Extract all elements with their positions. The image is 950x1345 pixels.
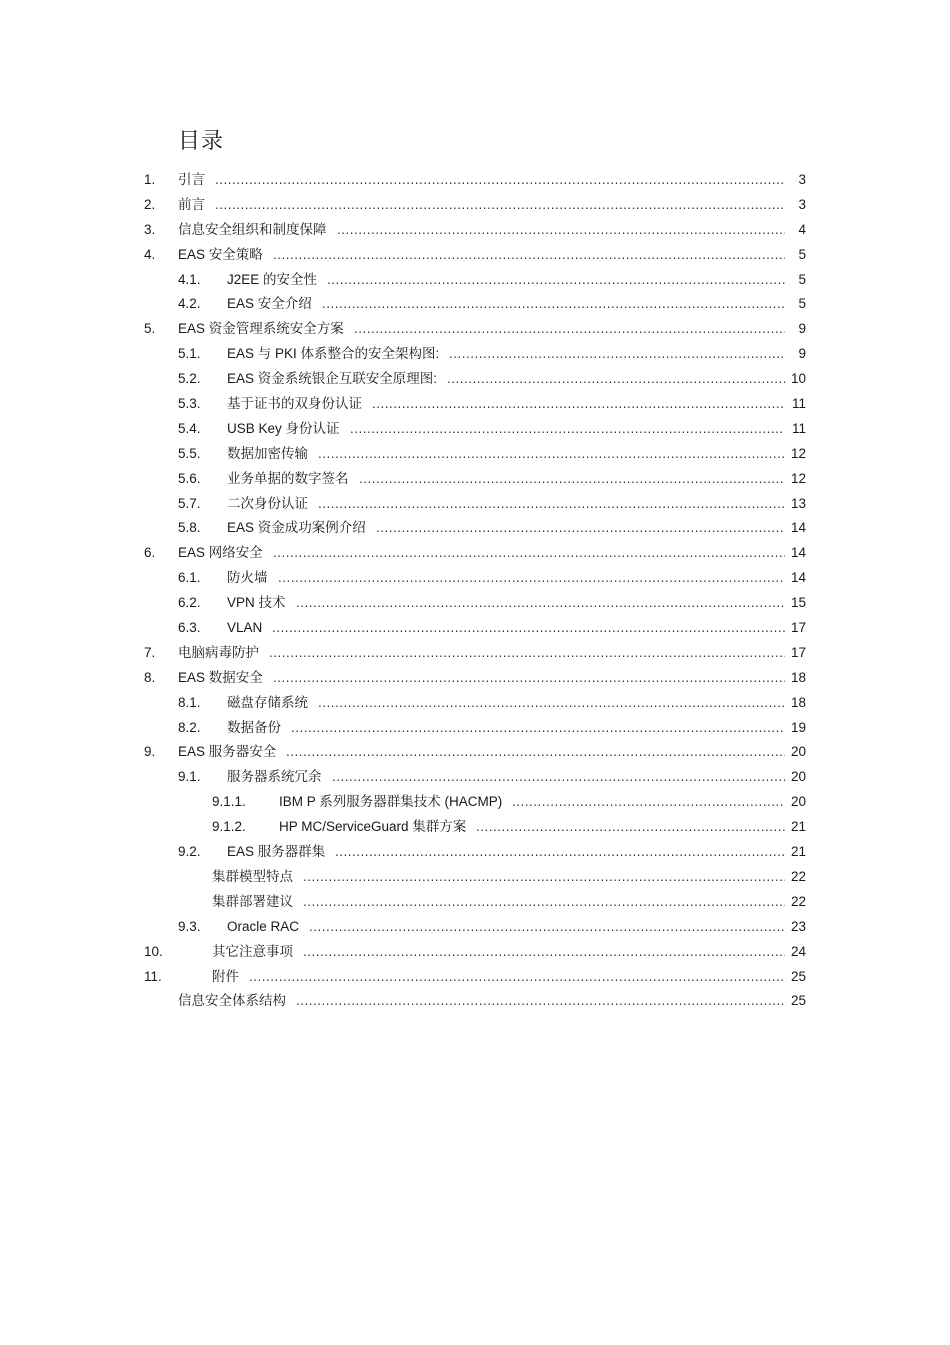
- toc-entry-leader-dots: [215, 193, 785, 218]
- toc-entry-leader-dots: [332, 765, 785, 790]
- toc-entry-leader-dots: [286, 740, 785, 765]
- toc-entry[interactable]: [0, 641, 950, 666]
- toc-entry[interactable]: [0, 616, 950, 641]
- toc-entry-title: 磁盘存储系统: [227, 694, 308, 710]
- toc-entry-leader-dots: [273, 666, 785, 691]
- toc-entry-leader-dots: [322, 292, 785, 317]
- toc-entry-title: 引言: [178, 172, 205, 187]
- toc-entry-title: 服务器系统冗余: [227, 769, 322, 785]
- toc-entry-leader-dots: [372, 392, 785, 417]
- toc-entry[interactable]: [0, 989, 950, 1014]
- toc-entry-page-number: 18: [790, 694, 806, 710]
- toc-entry-title: 前言: [178, 196, 205, 212]
- toc-entry-leader-dots: [318, 442, 785, 467]
- toc-entry-title: 信息安全体系结构: [178, 993, 286, 1009]
- toc-entry[interactable]: [0, 492, 950, 517]
- toc-entry-title: 防火墙: [227, 570, 268, 586]
- toc-entry[interactable]: [0, 840, 950, 865]
- toc-entry[interactable]: [0, 392, 950, 417]
- toc-entry-number: 9.: [144, 744, 156, 760]
- toc-entry-number: 9.2.: [178, 844, 201, 860]
- toc-entry-page-number: 5: [798, 296, 806, 312]
- toc-entry-title: EAS 资金成功案例介绍: [227, 520, 366, 536]
- toc-entry-number: 5.8.: [178, 520, 201, 536]
- toc-entry-title: USB Key 身份认证: [227, 420, 340, 436]
- toc-entry-leader-dots: [337, 218, 785, 243]
- toc-entry-page-number: 4: [798, 221, 806, 237]
- toc-entry-number: 2.: [144, 196, 156, 212]
- toc-entry[interactable]: [0, 890, 950, 915]
- toc-entry-page-number: 13: [790, 495, 806, 511]
- toc-entry-page-number: 14: [790, 520, 806, 536]
- toc-entry-page-number: 3: [798, 172, 806, 187]
- toc-entry[interactable]: [0, 566, 950, 591]
- toc-entry-number: 7.: [144, 644, 156, 660]
- toc-entry-number: 6.3.: [178, 620, 201, 636]
- toc-entry-number: 3.: [144, 221, 156, 237]
- toc-entry-page-number: 9: [798, 346, 806, 362]
- toc-entry-number: 1.: [144, 172, 156, 187]
- toc-entry-leader-dots: [272, 616, 785, 641]
- toc-entry-page-number: 21: [790, 819, 806, 835]
- toc-entry-title: EAS 服务器群集: [227, 844, 326, 860]
- toc-entry-page-number: 19: [790, 719, 806, 735]
- toc-entry-page-number: 3: [798, 196, 806, 212]
- toc-entry-title: 集群部署建议: [212, 893, 293, 909]
- toc-entry-number: 9.1.: [178, 769, 201, 785]
- toc-entry-page-number: 22: [790, 893, 806, 909]
- toc-entry[interactable]: [0, 666, 950, 691]
- toc-entry-leader-dots: [318, 492, 785, 517]
- toc-entry[interactable]: [0, 765, 950, 790]
- toc-entry-title: VPN 技术: [227, 595, 286, 611]
- toc-entry-leader-dots: [512, 790, 785, 815]
- toc-entry-number: 5.: [144, 321, 156, 337]
- toc-entry[interactable]: [0, 691, 950, 716]
- toc-entry-leader-dots: [350, 417, 785, 442]
- toc-entry-title: EAS 网络安全: [178, 545, 263, 561]
- toc-entry[interactable]: [0, 716, 950, 741]
- toc-entry[interactable]: [0, 965, 950, 990]
- toc-entry-leader-dots: [291, 716, 785, 741]
- toc-entry-title: 业务单据的数字签名: [227, 470, 349, 486]
- toc-entry-number: 6.: [144, 545, 156, 561]
- toc-entry-page-number: 20: [790, 744, 806, 760]
- toc-entry-leader-dots: [296, 591, 785, 616]
- toc-entry[interactable]: [0, 218, 950, 243]
- toc-entry-leader-dots: [359, 467, 785, 492]
- toc-entry-title: EAS 服务器安全: [178, 744, 277, 760]
- toc-entry-page-number: 5: [798, 271, 806, 287]
- toc-entry[interactable]: [0, 940, 950, 965]
- toc-entry[interactable]: [0, 541, 950, 566]
- toc-entry[interactable]: [0, 193, 950, 218]
- toc-entry-page-number: 10: [790, 371, 806, 387]
- toc-entry-leader-dots: [303, 890, 785, 915]
- toc-entry-number: 4.1.: [178, 271, 201, 287]
- toc-entry-page-number: 20: [790, 769, 806, 785]
- toc-entry[interactable]: [0, 367, 950, 392]
- toc-entry[interactable]: [0, 591, 950, 616]
- toc-entry-number: 5.4.: [178, 420, 201, 436]
- toc-entry-title: EAS 资金管理系统安全方案: [178, 321, 344, 337]
- toc-entry-leader-dots: [273, 243, 785, 268]
- toc-entry-number: 5.2.: [178, 371, 201, 387]
- toc-entry[interactable]: [0, 815, 950, 840]
- toc-entry-page-number: 18: [790, 669, 806, 685]
- toc-entry-title: J2EE 的安全性: [227, 271, 318, 287]
- toc-entry-page-number: 11: [791, 420, 806, 436]
- toc-entry-page-number: 14: [790, 570, 806, 586]
- toc-entry-leader-dots: [476, 815, 785, 840]
- toc-entry-leader-dots: [296, 989, 785, 1014]
- toc-entry-title: HP MC/ServiceGuard 集群方案: [279, 819, 467, 835]
- toc-entry-leader-dots: [447, 367, 785, 392]
- toc-entry-title: IBM P 系列服务器群集技术 (HACMP): [279, 794, 503, 810]
- toc-entry[interactable]: [0, 915, 950, 940]
- toc-entry-title: EAS 安全策略: [178, 246, 263, 262]
- toc-entry[interactable]: [0, 790, 950, 815]
- toc-entry-title: 电脑病毒防护: [178, 644, 259, 660]
- toc-entry-title: 集群模型特点: [212, 868, 293, 884]
- toc-entry-page-number: 12: [790, 445, 806, 461]
- toc-entry-page-number: 17: [790, 644, 806, 660]
- toc-entry-leader-dots: [273, 541, 785, 566]
- toc-entry-number: 5.7.: [178, 495, 201, 511]
- toc-entry-number: 10.: [144, 943, 163, 959]
- toc-entry-number: 8.1.: [178, 694, 201, 710]
- toc-entry-title: 其它注意事项: [212, 943, 293, 959]
- toc-entry[interactable]: [0, 342, 950, 367]
- toc-entry-page-number: 11: [791, 396, 806, 412]
- toc-entry[interactable]: [0, 442, 950, 467]
- toc-entry-leader-dots: [278, 566, 785, 591]
- toc-entry-number: 9.3.: [178, 918, 201, 934]
- toc-entry[interactable]: [0, 292, 950, 317]
- toc-entry-page-number: 23: [790, 918, 806, 934]
- toc-entry-title: EAS 安全介绍: [227, 296, 312, 312]
- toc-entry-page-number: 25: [790, 968, 806, 984]
- toc-entry-leader-dots: [309, 915, 785, 940]
- toc-entry[interactable]: [0, 467, 950, 492]
- toc-entry-leader-dots: [449, 342, 785, 367]
- toc-entry-page-number: 25: [790, 993, 806, 1009]
- toc-entry-number: 8.: [144, 669, 156, 685]
- toc-entry-title: VLAN: [227, 620, 263, 636]
- toc-entry-page-number: 17: [790, 620, 806, 636]
- toc-entry-number: 4.: [144, 246, 156, 262]
- toc-entry-title: 基于证书的双身份认证: [227, 396, 362, 412]
- toc-entry-leader-dots: [249, 965, 785, 990]
- toc-entry-title: 数据加密传输: [227, 445, 308, 461]
- toc-entry-number: 5.5.: [178, 445, 201, 461]
- toc-entry-page-number: 5: [798, 246, 806, 262]
- toc-entry-leader-dots: [269, 641, 785, 666]
- toc-entry-leader-dots: [215, 168, 785, 193]
- toc-entry-title: 二次身份认证: [227, 495, 308, 511]
- toc-entry-title: 数据备份: [227, 719, 281, 735]
- toc-entry-leader-dots: [376, 516, 785, 541]
- toc-entry-number: 8.2.: [178, 719, 201, 735]
- toc-entry-number: 5.1.: [178, 346, 201, 362]
- toc-entry[interactable]: [0, 317, 950, 342]
- toc-entry-page-number: 21: [790, 844, 806, 860]
- toc-title: 目录: [178, 128, 225, 153]
- toc-entry-page-number: 15: [790, 595, 806, 611]
- toc-entry[interactable]: [0, 740, 950, 765]
- toc-entry-number: 4.2.: [178, 296, 201, 312]
- toc-entry-title: EAS 资金系统银企互联安全原理图:: [227, 371, 438, 387]
- toc-entry-number: 6.2.: [178, 595, 201, 611]
- toc-entry-number: 11.: [144, 968, 162, 984]
- toc-entry-leader-dots: [354, 317, 785, 342]
- toc-entry-title: EAS 与 PKI 体系整合的安全架构图:: [227, 346, 440, 362]
- toc-entry-page-number: 14: [790, 545, 806, 561]
- toc-entry-leader-dots: [335, 840, 785, 865]
- toc-entry-number: 6.1.: [178, 570, 201, 586]
- toc-entry-title: Oracle RAC: [227, 918, 300, 934]
- toc-entry-number: 9.1.1.: [212, 794, 246, 810]
- toc-entry[interactable]: [0, 417, 950, 442]
- toc-entry[interactable]: [0, 268, 950, 293]
- toc-entry[interactable]: [0, 865, 950, 890]
- toc-entry-leader-dots: [303, 865, 785, 890]
- toc-entry-number: 5.6.: [178, 470, 201, 486]
- toc-entry-number: 9.1.2.: [212, 819, 246, 835]
- toc-entry-page-number: 9: [798, 321, 806, 337]
- toc-entry[interactable]: [0, 516, 950, 541]
- toc-entry[interactable]: [0, 243, 950, 268]
- toc-entry-page-number: 12: [790, 470, 806, 486]
- toc-list: [0, 168, 950, 1014]
- toc-entry-leader-dots: [318, 691, 785, 716]
- toc-entry-page-number: 22: [790, 868, 806, 884]
- toc-entry-leader-dots: [303, 940, 785, 965]
- toc-entry-title: EAS 数据安全: [178, 669, 263, 685]
- toc-entry-leader-dots: [327, 268, 785, 293]
- toc-entry-number: 5.3.: [178, 396, 201, 412]
- toc-entry-title: 附件: [212, 968, 239, 984]
- toc-entry[interactable]: [0, 168, 950, 193]
- toc-entry-page-number: 20: [790, 794, 806, 810]
- toc-entry-page-number: 24: [790, 943, 806, 959]
- toc-entry-title: 信息安全组织和制度保障: [178, 221, 327, 237]
